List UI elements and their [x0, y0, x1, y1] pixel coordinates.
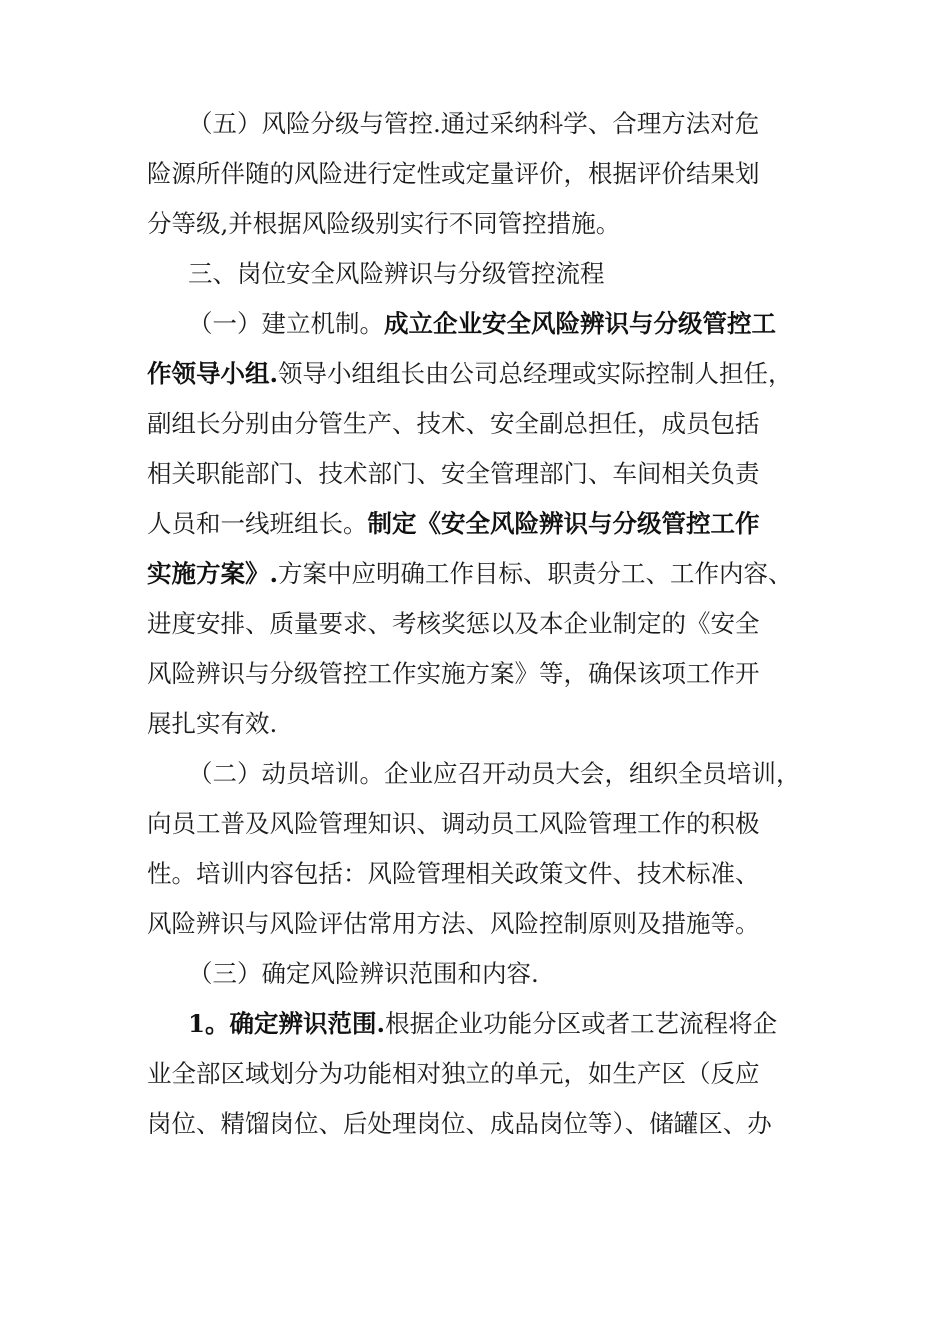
text-line [0, 599, 950, 649]
bold-text-segment: 1。确定辨识范围. [188, 1009, 386, 1038]
text-segment: 根据企业功能分区或者工艺流程将企 [385, 1009, 778, 1038]
bold-text-segment: 成立企业安全风险辨识与分级管控工 [384, 309, 776, 338]
text-segment: 领导小组组长由公司总经理或实际控制人担任， [278, 359, 793, 388]
bold-text-segment: 制定《安全风险辨识与分级管控工作 [367, 509, 760, 538]
text-line [0, 999, 950, 1049]
text-line [0, 299, 950, 349]
text-line [0, 149, 950, 199]
text-line [0, 549, 950, 599]
bold-text-segment: 作领导小组. [147, 359, 279, 388]
text-line [0, 249, 950, 299]
text-line [0, 899, 950, 949]
text-line [0, 799, 950, 849]
text-segment: 相关职能部门、技术部门、安全管理部门、车间相关负责 [147, 459, 760, 488]
text-line [0, 649, 950, 699]
text-segment: 岗位、精馏岗位、后处理岗位、成品岗位等）、储罐区、办 [147, 1109, 772, 1138]
text-segment: 方案中应明确工作目标、职责分工、工作内容、 [278, 559, 793, 588]
text-segment: 性。培训内容包括：风险管理相关政策文件、技术标准、 [147, 859, 760, 888]
text-line [0, 199, 950, 249]
text-line [0, 449, 950, 499]
text-segment: 进度安排、质量要求、考核奖惩以及本企业制定的《安全 [147, 609, 760, 638]
text-line [0, 499, 950, 549]
text-segment: （五）风险分级与管控.通过采纳科学、合理方法对危 [188, 109, 760, 138]
text-line [0, 1049, 950, 1099]
text-segment: 风险辨识与分级管控工作实施方案》等，确保该项工作开 [147, 659, 760, 688]
text-line [0, 349, 950, 399]
text-segment: 险源所伴随的风险进行定性或定量评价，根据评价结果划 [147, 159, 760, 188]
text-line [0, 99, 950, 149]
text-segment: 展扎实有效. [147, 709, 278, 738]
text-segment: 人员和一线班组长。 [147, 509, 368, 538]
text-segment: 分等级,并根据风险级别实行不同管控措施。 [147, 209, 621, 238]
text-segment: （二）动员培训。企业应召开动员大会，组织全员培训， [188, 759, 801, 788]
text-line [0, 1099, 950, 1149]
text-line [0, 399, 950, 449]
text-line [0, 949, 950, 999]
text-segment: 三、岗位安全风险辨识与分级管控流程 [188, 259, 605, 288]
text-segment: （三）确定风险辨识范围和内容. [188, 959, 539, 988]
text-segment: 业全部区域划分为功能相对独立的单元，如生产区（反应 [147, 1059, 760, 1088]
bold-text-segment: 实施方案》. [147, 559, 279, 588]
text-segment: 风险辨识与风险评估常用方法、风险控制原则及措施等。 [147, 909, 760, 938]
text-line [0, 699, 950, 749]
text-segment: （一）建立机制。 [188, 309, 384, 338]
text-line [0, 749, 950, 799]
text-segment: 副组长分别由分管生产、技术、安全副总担任，成员包括 [147, 409, 760, 438]
text-line [0, 849, 950, 899]
text-segment: 向员工普及风险管理知识、调动员工风险管理工作的积极 [147, 809, 760, 838]
